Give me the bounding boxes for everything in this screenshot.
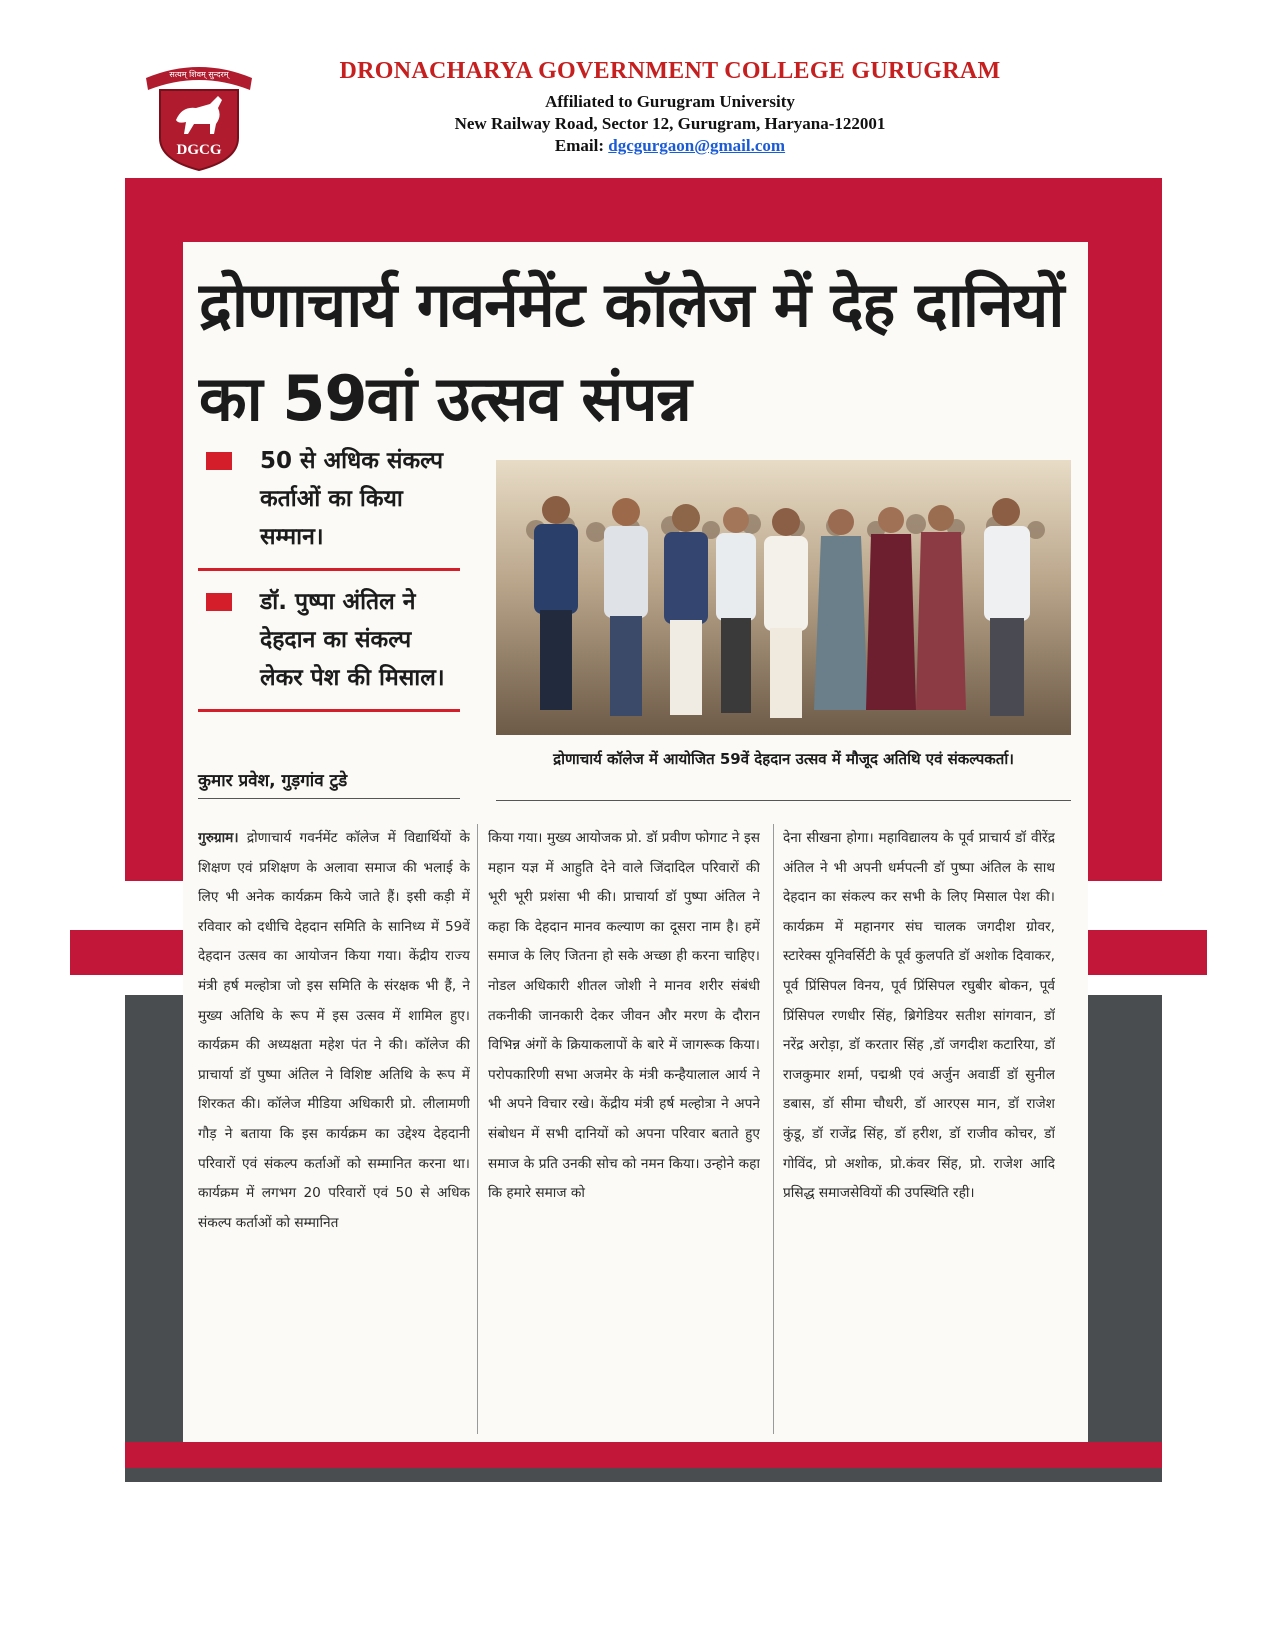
article-column-3 — [783, 824, 1055, 1434]
column-divider — [477, 824, 478, 1434]
article-headline: द्रोणाचार्य गवर्नमेंट कॉलेज में देह दानियों का 59वां उत्सव संपन्न — [199, 268, 1064, 435]
affiliation: Affiliated to Gurugram University — [545, 92, 795, 111]
column-text: किया गया। मुख्य आयोजक प्रो. डॉ प्रवीण फोगाट ने इस महान यज्ञ में आहुति देने वाले जिंदादिल परिवारों की भूरी भूरी प्रशंसा भी की। प्राचार्या डॉ पुष्पा अंतिल ने कहा कि देहदान मानव कल्याण का दूसरा नाम है। हमें समाज के लिए जितना हो सके अच्छा ही करना चाहिए। नोडल अधिकारी शीतल जोशी ने मानव शरीर संबंधी तकनीकी जानकारी देकर जीवन और मरण के दौरान विभिन्न अंगों के क्रियाकलापों के बारे में जागरूक किया। परोपकारिणी सभा अजमेर के मंत्री कन्हैयालाल आर्य ने भी अपने विचार रखे। केंद्रीय मंत्री हर्ष मल्होत्रा ने अपने संबोधन में सभी दानियों को अपना परिवार बताते हुए समाज के प्रति उनकी सोच को नमन किया। उन्होने कहा कि हमारे समाज को — [488, 830, 760, 1202]
byline-rule — [198, 798, 460, 799]
logo-shield — [160, 90, 238, 170]
email-link[interactable]: dgcgurgaon@gmail.com — [608, 136, 786, 155]
red-square-bullet — [206, 452, 232, 470]
college-name: DRONACHARYA GOVERNMENT COLLEGE GURUGRAM — [339, 58, 1001, 84]
highlight-item — [198, 583, 460, 705]
column-text: द्रोणाचार्य गवर्नमेंट कॉलेज में विद्यार्थियों के शिक्षण एवं प्रशिक्षण के अलावा समाज की भलाई के लिए भी अनेक कार्यक्रम किये जाते हैं। इसी कड़ी में रविवार को दधीचि देहदान समिति के सानिध्य में 59वें देहदान उत्सव का आयोजन किया गया। केंद्रीय राज्य मंत्री हर्ष मल्होत्रा जो इस समिति के संरक्षक भी हैं, ने मुख्य अतिथि के रूप में इस उत्सव में शामिल हुए। कार्यक्रम की अध्यक्षता महेश पंत ने की। कॉलेज की प्राचार्या डॉ पुष्पा अंतिल ने विशिष्ट अतिथि के रूप में शिरकत की। कॉलेज मीडिया अधिकारी प्रो. लीलामणी गौड़ ने बताया कि इस कार्यक्रम का उद्देश्य देहदानी परिवारों एवं संकल्प कर्ताओं को सम्मानित करना था। कार्यक्रम में लगभग 20 परिवारों एवं 50 से अधिक संकल्प कर्ताओं को सम्मानित — [198, 830, 470, 1231]
red-square-bullet — [206, 593, 232, 611]
highlight-text: डॉ. पुष्पा अंतिल ने देहदान का संकल्प लेकर पेश की मिसाल। — [260, 589, 445, 691]
frame-red-bottom — [125, 1442, 1162, 1468]
highlight-divider — [198, 568, 460, 571]
dateline: गुरुग्राम। — [198, 830, 239, 846]
logo-initials: DGCG — [176, 142, 222, 158]
logo-motto: सत्यम् शिवम् सुन्दरम् — [169, 70, 229, 79]
newspaper-clipping — [183, 242, 1088, 1442]
highlight-divider — [198, 709, 460, 712]
address: New Railway Road, Sector 12, Gurugram, Haryana-122001 — [454, 114, 886, 133]
email-line — [270, 136, 1070, 156]
byline: कुमार प्रवेश, गुड़गांव टुडे — [198, 771, 348, 791]
highlight-text: 50 से अधिक संकल्प कर्ताओं का किया सम्मान। — [260, 448, 444, 550]
highlights — [198, 442, 460, 712]
article-column-2 — [488, 824, 760, 1434]
group-photo — [496, 460, 1071, 735]
frame-grey-bottom — [125, 1468, 1162, 1482]
column-text: देना सीखना होगा। महाविद्यालय के पूर्व प्राचार्य डॉ वीरेंद्र अंतिल ने भी अपनी धर्मपत्नी डॉ पुष्पा अंतिल के साथ देहदान का संकल्प कर सभी के लिए मिसाल पेश की। कार्यक्रम में महानगर संघ चालक जगदीश ग्रोवर, स्टारेक्स यूनिवर्सिटी के पूर्व कुलपति डॉ अशोक दिवाकर, पूर्व प्रिंसिपल विनय, पूर्व प्रिंसिपल रघुबीर बोकन, पूर्व प्रिंसिपल रणधीर सिंह, ब्रिगेडियर सतीश सांगवान, डॉ नरेंद्र अरोड़ा, डॉ करतार सिंह ,डॉ जगदीश कटारिया, डॉ राजकुमार शर्मा, पद्मश्री एवं अर्जुन अवार्डी डॉ सुनील डबास, डॉ सीमा चौधरी, डॉ आरएस मान, डॉ राजेश कुंडू, डॉ राजेंद्र सिंह, डॉ हरीश, डॉ राजीव कोचर, डॉ गोविंद, प्रो अशोक, प्रो.कंवर सिंह, प्रो. राजेश आदि प्रसिद्ध समाजसेवियों की उपस्थिति रही। — [783, 830, 1055, 1202]
photo-caption: द्रोणाचार्य कॉलेज में आयोजित 59वें देहदान उत्सव में मौजूद अतिथि एवं संकल्पकर्ता। — [553, 750, 1014, 768]
highlight-item — [198, 442, 460, 564]
article-column-1 — [198, 824, 470, 1434]
caption-rule — [496, 800, 1071, 801]
college-logo — [138, 50, 260, 172]
email-label: Email: — [554, 136, 604, 155]
column-divider — [773, 824, 774, 1434]
